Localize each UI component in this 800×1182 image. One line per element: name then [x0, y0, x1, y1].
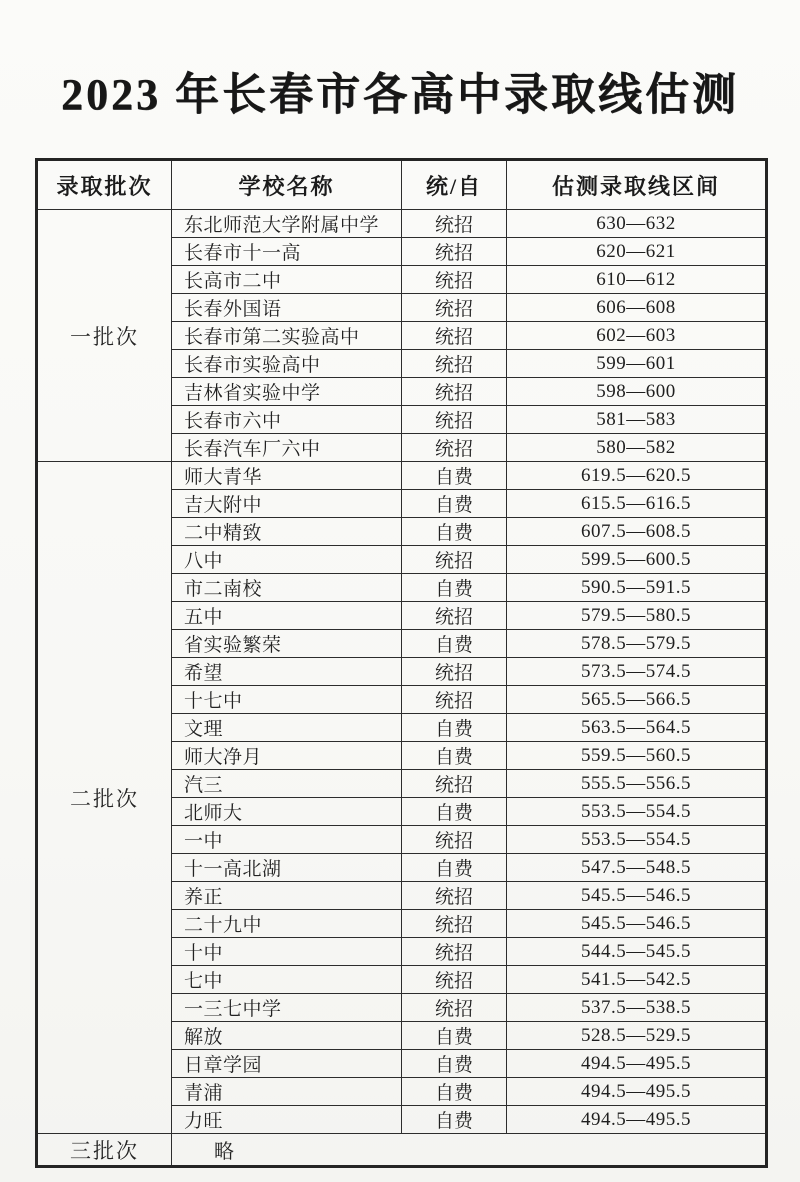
range-cell: 599—601	[507, 350, 767, 378]
range-cell: 620—621	[507, 238, 767, 266]
range-cell: 545.5—546.5	[507, 910, 767, 938]
school-cell: 五中	[172, 602, 402, 630]
type-cell: 统招	[402, 602, 507, 630]
range-cell: 528.5—529.5	[507, 1022, 767, 1050]
school-cell: 十中	[172, 938, 402, 966]
range-cell: 615.5—616.5	[507, 490, 767, 518]
type-cell: 统招	[402, 966, 507, 994]
school-cell: 十一高北湖	[172, 854, 402, 882]
school-cell: 汽三	[172, 770, 402, 798]
batch-note-cell: 略	[172, 1134, 767, 1167]
table-row	[37, 1134, 767, 1167]
type-cell: 统招	[402, 546, 507, 574]
type-cell: 自费	[402, 462, 507, 490]
range-cell: 590.5—591.5	[507, 574, 767, 602]
school-cell: 十七中	[172, 686, 402, 714]
type-cell: 统招	[402, 910, 507, 938]
type-cell: 自费	[402, 630, 507, 658]
range-cell: 537.5—538.5	[507, 994, 767, 1022]
school-cell: 东北师范大学附属中学	[172, 210, 402, 238]
range-cell: 494.5—495.5	[507, 1050, 767, 1078]
school-cell: 青浦	[172, 1078, 402, 1106]
type-cell: 统招	[402, 322, 507, 350]
type-cell: 自费	[402, 1078, 507, 1106]
header-range: 估测录取线区间	[507, 160, 767, 210]
type-cell: 自费	[402, 714, 507, 742]
range-cell: 544.5—545.5	[507, 938, 767, 966]
header-row	[37, 160, 767, 210]
range-cell: 580—582	[507, 434, 767, 462]
range-cell: 573.5—574.5	[507, 658, 767, 686]
table-header	[37, 160, 767, 210]
range-cell: 553.5—554.5	[507, 798, 767, 826]
range-cell: 619.5—620.5	[507, 462, 767, 490]
range-cell: 565.5—566.5	[507, 686, 767, 714]
school-cell: 二中精致	[172, 518, 402, 546]
range-cell: 607.5—608.5	[507, 518, 767, 546]
school-cell: 八中	[172, 546, 402, 574]
table-row	[37, 462, 767, 490]
school-cell: 北师大	[172, 798, 402, 826]
range-cell: 599.5—600.5	[507, 546, 767, 574]
range-cell: 559.5—560.5	[507, 742, 767, 770]
type-cell: 统招	[402, 238, 507, 266]
school-cell: 长春外国语	[172, 294, 402, 322]
school-cell: 文理	[172, 714, 402, 742]
range-cell: 494.5—495.5	[507, 1106, 767, 1134]
type-cell: 统招	[402, 882, 507, 910]
school-cell: 长春市六中	[172, 406, 402, 434]
page-title: 2023 年长春市各高中录取线估测	[61, 70, 739, 119]
school-cell: 师大青华	[172, 462, 402, 490]
type-cell: 自费	[402, 574, 507, 602]
range-cell: 545.5—546.5	[507, 882, 767, 910]
type-cell: 自费	[402, 1022, 507, 1050]
range-cell: 553.5—554.5	[507, 826, 767, 854]
school-cell: 长春市实验高中	[172, 350, 402, 378]
type-cell: 统招	[402, 686, 507, 714]
school-cell: 二十九中	[172, 910, 402, 938]
score-table-body	[37, 210, 767, 1167]
range-cell: 563.5—564.5	[507, 714, 767, 742]
type-cell: 统招	[402, 434, 507, 462]
type-cell: 统招	[402, 350, 507, 378]
header-type: 统/自	[402, 160, 507, 210]
type-cell: 统招	[402, 770, 507, 798]
school-cell: 日章学园	[172, 1050, 402, 1078]
range-cell: 606—608	[507, 294, 767, 322]
type-cell: 自费	[402, 1050, 507, 1078]
header-batch: 录取批次	[37, 160, 172, 210]
batch-label: 二批次	[37, 462, 172, 1134]
type-cell: 统招	[402, 994, 507, 1022]
school-cell: 希望	[172, 658, 402, 686]
range-cell: 547.5—548.5	[507, 854, 767, 882]
school-cell: 养正	[172, 882, 402, 910]
type-cell: 统招	[402, 266, 507, 294]
range-cell: 494.5—495.5	[507, 1078, 767, 1106]
table-row	[37, 210, 767, 238]
type-cell: 统招	[402, 210, 507, 238]
range-cell: 581—583	[507, 406, 767, 434]
range-cell: 598—600	[507, 378, 767, 406]
school-cell: 长春市十一高	[172, 238, 402, 266]
school-cell: 长高市二中	[172, 266, 402, 294]
range-cell: 555.5—556.5	[507, 770, 767, 798]
range-cell: 578.5—579.5	[507, 630, 767, 658]
header-school: 学校名称	[172, 160, 402, 210]
type-cell: 统招	[402, 826, 507, 854]
school-cell: 省实验繁荣	[172, 630, 402, 658]
school-cell: 一中	[172, 826, 402, 854]
school-cell: 吉大附中	[172, 490, 402, 518]
school-cell: 力旺	[172, 1106, 402, 1134]
type-cell: 自费	[402, 1106, 507, 1134]
school-cell: 长春汽车厂六中	[172, 434, 402, 462]
type-cell: 统招	[402, 378, 507, 406]
range-cell: 541.5—542.5	[507, 966, 767, 994]
type-cell: 自费	[402, 854, 507, 882]
type-cell: 统招	[402, 294, 507, 322]
school-cell: 长春市第二实验高中	[172, 322, 402, 350]
school-cell: 一三七中学	[172, 994, 402, 1022]
range-cell: 579.5—580.5	[507, 602, 767, 630]
admission-score-table	[35, 158, 768, 1168]
range-cell: 610—612	[507, 266, 767, 294]
type-cell: 自费	[402, 798, 507, 826]
school-cell: 市二南校	[172, 574, 402, 602]
range-cell: 630—632	[507, 210, 767, 238]
school-cell: 师大净月	[172, 742, 402, 770]
school-cell: 解放	[172, 1022, 402, 1050]
range-cell: 602—603	[507, 322, 767, 350]
type-cell: 统招	[402, 938, 507, 966]
batch-label: 一批次	[37, 210, 172, 462]
batch-label: 三批次	[37, 1134, 172, 1167]
type-cell: 统招	[402, 658, 507, 686]
type-cell: 自费	[402, 742, 507, 770]
type-cell: 自费	[402, 490, 507, 518]
school-cell: 吉林省实验中学	[172, 378, 402, 406]
type-cell: 统招	[402, 406, 507, 434]
type-cell: 自费	[402, 518, 507, 546]
school-cell: 七中	[172, 966, 402, 994]
